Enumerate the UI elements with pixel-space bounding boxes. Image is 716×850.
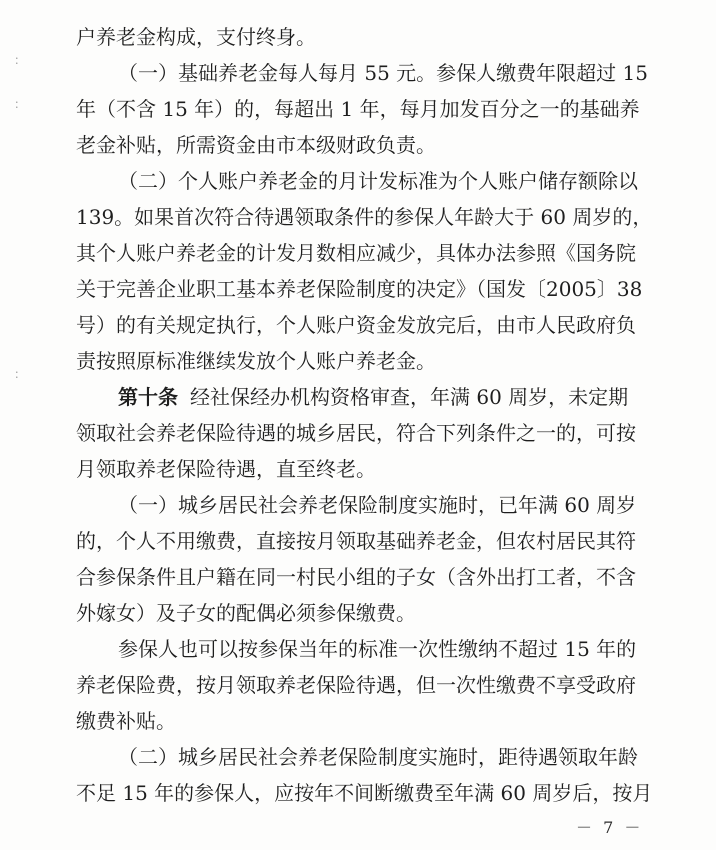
- text-line: 外嫁女）及子女的配偶必须参保缴费。: [76, 601, 416, 625]
- margin-mark: ：: [14, 97, 27, 111]
- text-line: 合参保条件且户籍在同一村民小组的子女（含外出打工者，不含: [76, 565, 636, 589]
- text-line: 的，个人不用缴费，直接按月领取基础养老金，但农村居民其符: [76, 529, 636, 553]
- text-line: 月领取养老保险待遇，直至终老。: [76, 457, 376, 481]
- text-line: （一）基础养老金每人每月 55 元。参保人缴费年限超过 15: [118, 61, 648, 85]
- text-line: 参保人也可以按参保当年的标准一次性缴纳不超过 15 年的: [118, 637, 637, 661]
- margin-mark: ：: [14, 367, 27, 381]
- text-line: 责按照原标准继续发放个人账户养老金。: [76, 349, 436, 373]
- text-line: （二）个人账户养老金的月计发标准为个人账户储存额除以: [118, 169, 638, 193]
- text-line: 缴费补贴。: [76, 709, 176, 733]
- text-line: 不足 15 年的参保人，应按年不间断缴费至年满 60 周岁后，按月: [76, 781, 653, 805]
- text-line: 其个人账户养老金的计发月数相应减少，具体办法参照《国务院: [76, 241, 636, 265]
- text-line: 关于完善企业职工基本养老保险制度的决定》（国发〔2005〕38: [76, 277, 643, 301]
- text-line: 户养老金构成，支付终身。: [76, 25, 316, 49]
- text-line: 老金补贴，所需资金由市本级财政负责。: [76, 133, 436, 157]
- text-line: （一）城乡居民社会养老保险制度实施时，已年满 60 周岁: [118, 493, 637, 517]
- margin-mark: ：: [14, 53, 27, 67]
- text-line: 139。如果首次符合待遇领取条件的参保人年龄大于 60 周岁的，: [76, 205, 653, 229]
- text-line: 号）的有关规定执行，个人账户资金发放完后，由市人民政府负: [76, 313, 636, 337]
- text-line: 领取社会养老保险待遇的城乡居民，符合下列条件之一的，可按: [76, 421, 636, 445]
- article-heading: 第十条: [118, 385, 178, 409]
- text-line: （二）城乡居民社会养老保险制度实施时，距待遇领取年龄: [118, 745, 638, 769]
- text-line: 年（不含 15 年）的，每超出 1 年，每月加发百分之一的基础养: [76, 97, 640, 121]
- page-number: － 7 －: [576, 818, 644, 837]
- text-line: 养老保险费，按月领取养老保险待遇，但一次性缴费不享受政府: [76, 673, 636, 697]
- text-line: 经社保经办机构资格审查，年满 60 周岁，未定期: [190, 385, 629, 409]
